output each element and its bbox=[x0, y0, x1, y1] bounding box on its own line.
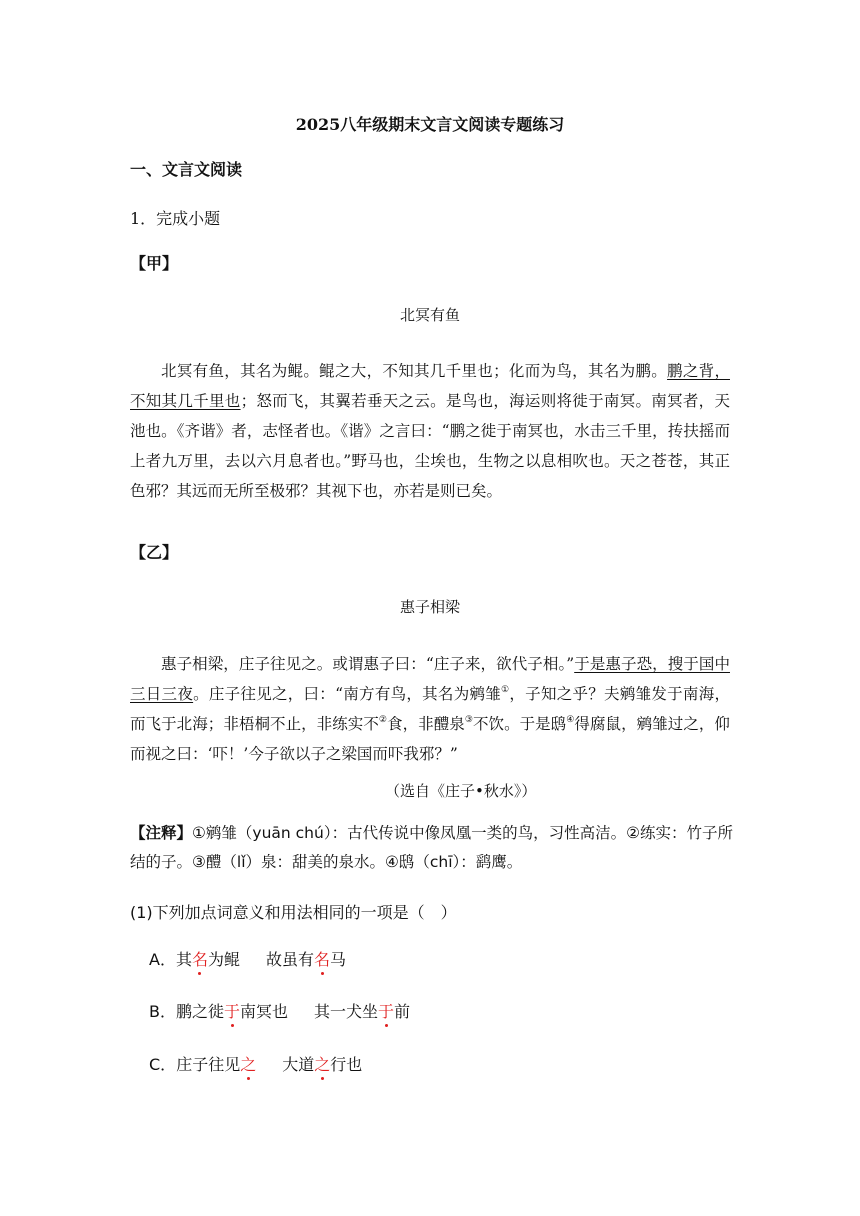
document-title: 2025八年级期末文言文阅读专题练习 bbox=[295, 115, 565, 134]
option-text: 前 bbox=[394, 1002, 411, 1021]
sub-question: (1)下列加点词意义和用法相同的一项是（ ） bbox=[130, 903, 457, 922]
dotted-keyword: 之 bbox=[240, 1052, 256, 1075]
dotted-keyword: 之 bbox=[314, 1052, 330, 1075]
option-text: 马 bbox=[330, 950, 347, 969]
option-text: 大道 bbox=[282, 1055, 315, 1074]
question-label: 1．完成小题 bbox=[130, 209, 221, 228]
footnote-marker: ② bbox=[378, 715, 388, 725]
footnote-marker: ① bbox=[501, 685, 510, 695]
part-b-passage bbox=[130, 649, 730, 769]
option-letter: B． bbox=[149, 1002, 176, 1021]
part-a-marker: 【甲】 bbox=[130, 254, 179, 273]
part-b-title: 惠子相梁 bbox=[399, 598, 460, 616]
part-a-title: 北冥有鱼 bbox=[399, 306, 460, 324]
passage-text: 不饮。于是鸱 bbox=[472, 715, 567, 733]
dotted-keyword: 于 bbox=[378, 999, 394, 1022]
option-text: 其 bbox=[175, 950, 192, 969]
option-text: 鹏之徙 bbox=[175, 1002, 224, 1021]
option-b[interactable] bbox=[149, 999, 410, 1022]
option-text: 其一犬坐 bbox=[314, 1002, 379, 1021]
passage-text: 。庄子往见之，曰：“南方有鸟，其名为鹓雏 bbox=[193, 685, 502, 703]
dotted-keyword: 于 bbox=[224, 999, 240, 1022]
option-text: 南冥也 bbox=[240, 1002, 289, 1021]
footnote-marker: ③ bbox=[464, 715, 473, 725]
annotation-label: 【注释】 bbox=[130, 824, 193, 842]
underlined-sentence: 鹏之背，不知其几千里也 bbox=[130, 362, 730, 410]
option-text: 行也 bbox=[330, 1055, 363, 1074]
dotted-keyword: 名 bbox=[192, 947, 208, 970]
option-text: 故虽有 bbox=[266, 950, 315, 969]
passage-text: ，子知之乎？夫鹓雏发于南海，而飞于北海；非梧桐不止，非练实不 bbox=[130, 685, 730, 733]
passage-text: 惠子相梁，庄子往见之。或谓惠子曰：“庄子来，欲代子相。” bbox=[161, 655, 575, 673]
dotted-keyword: 名 bbox=[314, 947, 330, 970]
passage-text: 北冥有鱼，其名为鲲。鲲之大，不知其几千里也；化而为鸟，其名为鹏。 bbox=[161, 362, 668, 380]
annotations bbox=[130, 819, 736, 877]
option-letter: A． bbox=[149, 950, 176, 969]
option-c[interactable] bbox=[149, 1052, 362, 1075]
section-heading: 一、文言文阅读 bbox=[130, 160, 243, 179]
part-b-marker: 【乙】 bbox=[130, 543, 179, 562]
underlined-sentence: 于是惠子恐，搜于国中三日三夜 bbox=[130, 655, 730, 703]
footnote-marker: ④ bbox=[566, 715, 575, 725]
option-text: 庄子往见 bbox=[176, 1055, 241, 1074]
option-letter: C． bbox=[149, 1055, 177, 1074]
option-a[interactable] bbox=[149, 947, 346, 970]
passage-text: 食，非醴泉 bbox=[387, 715, 465, 733]
annotation-text: ①鹓雏（yuān chú）：古代传说中像凤凰一类的鸟，习性高洁。②练实：竹子所结的子。③醴（lǐ）泉：甜美的泉水。④鸱（chī）：鹞鹰。 bbox=[130, 824, 733, 871]
passage-source: （选自《庄子•秋水》） bbox=[385, 782, 537, 800]
option-text: 为鲲 bbox=[207, 950, 240, 969]
part-a-passage bbox=[130, 356, 730, 506]
passage-text: ；怒而飞，其翼若垂天之云。是鸟也，海运则将徙于南冥。南冥者，天池也。《齐谐》者，志怪者也。《谐》之言曰：“鹏之徙于南冥也，水击三千里，抟扶摇而上者九万里，去以六月息者也。”野马也，尘埃也，生物之以息相吹也。天之苍苍，其正色邪？其远而无所至极邪？其视下也，亦若是则已矣。 bbox=[130, 392, 730, 500]
passage-text: 得腐鼠，鹓雏过之，仰而视之曰：‘吓！’今子欲以子之梁国而吓我邪？” bbox=[130, 715, 730, 763]
